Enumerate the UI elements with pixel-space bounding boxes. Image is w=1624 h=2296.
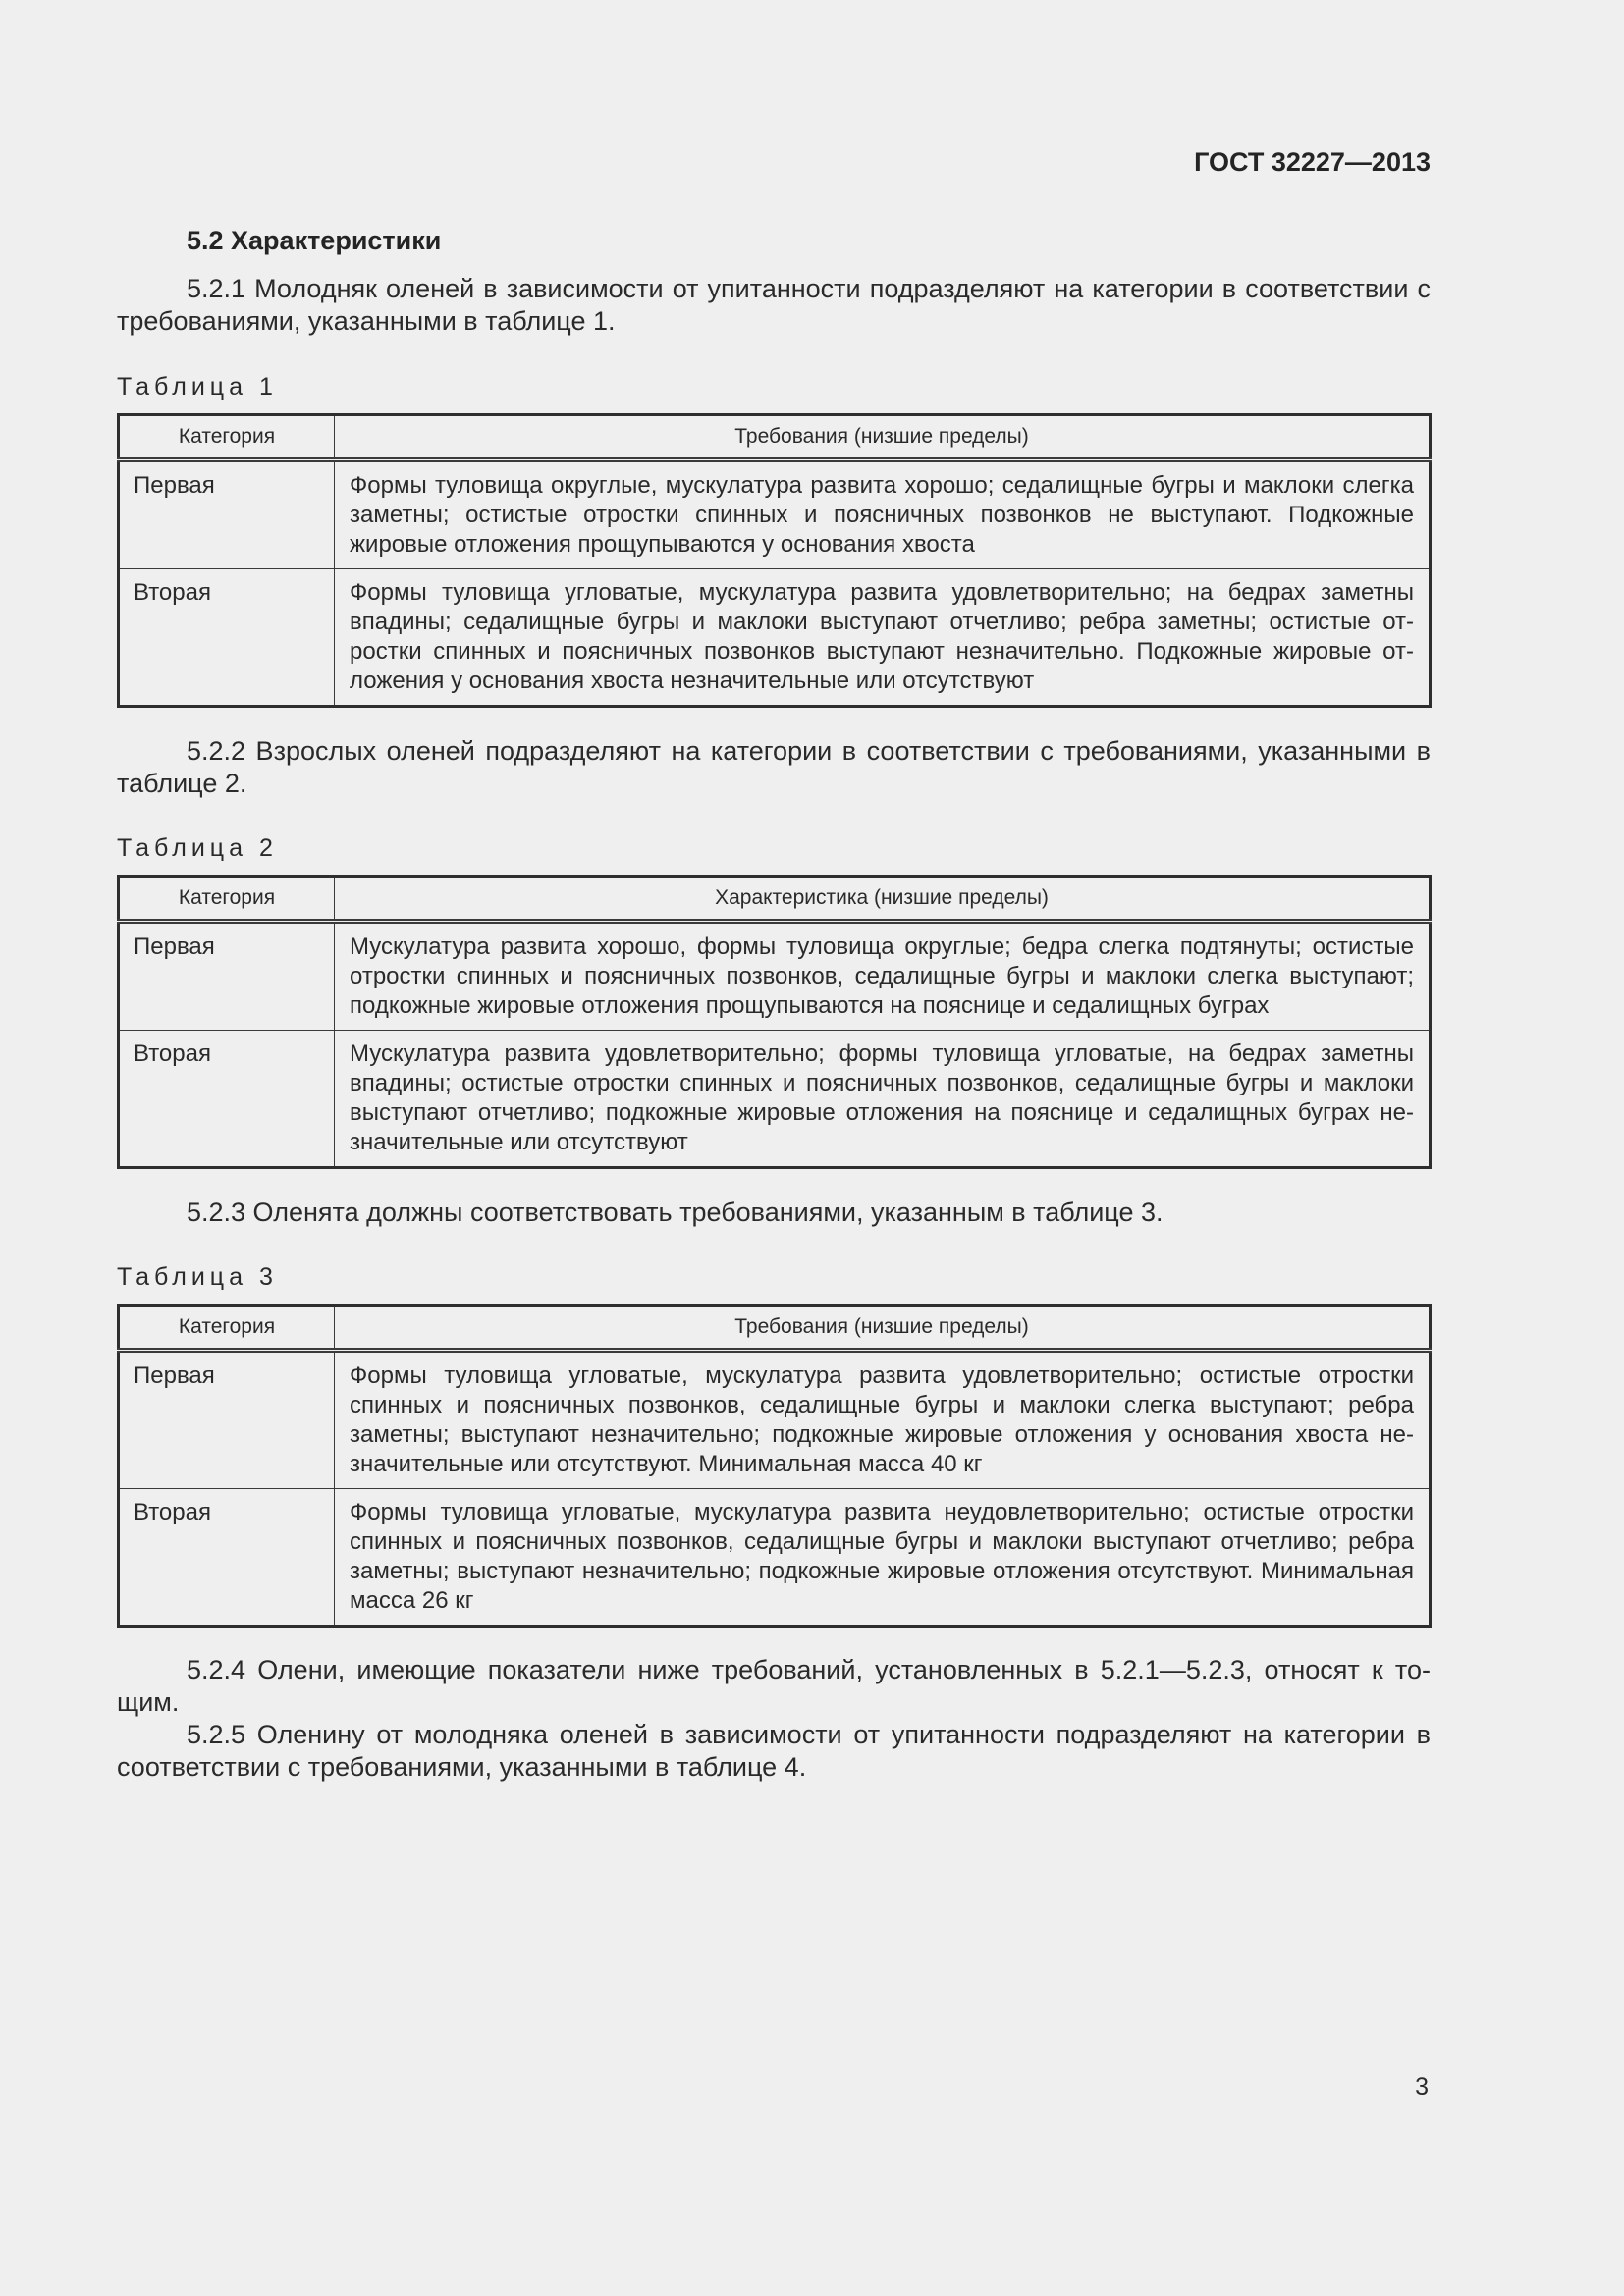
column-header-characteristics: Характеристика (низшие пределы) xyxy=(335,877,1431,922)
column-header-category: Категория xyxy=(119,877,335,922)
table-header-row xyxy=(119,415,1431,460)
table-row xyxy=(119,569,1431,707)
table-row xyxy=(119,460,1431,569)
category-cell: Вторая xyxy=(119,569,335,707)
table-row xyxy=(119,1351,1431,1489)
column-header-category: Категория xyxy=(119,415,335,460)
requirements-cell: Формы туловища угловатые, мускулатура развита удовлетворительно; остистые отростки спинных и поясничных позвонков, седалищные бугры и маклоки слегка выступают; ребра заметны; выступают незначительно; подкожные жировые отложения у основания хвоста незначительные или отсутствуют. Минимальная масса 40 кг xyxy=(335,1351,1431,1489)
category-cell: Первая xyxy=(119,922,335,1031)
standard-number: ГОСТ 32227—2013 xyxy=(1194,147,1431,177)
section-title: 5.2 Характеристики xyxy=(187,226,442,255)
requirements-cell: Формы туловища округлые, мускулатура развита хорошо; седалищные бугры и маклоки слегка заметны; остистые отростки спинных и поясничных позвонков не выступают. Подкожные жировые отложения прощупываются у основания хвоста xyxy=(335,460,1431,569)
table-3 xyxy=(117,1304,1432,1628)
category-cell: Первая xyxy=(119,460,335,569)
characteristics-cell: Мускулатура развита удовлетворительно; формы туловища угловатые, на бедрах заметны впадины; остистые отростки спинных и поясничных позвонков, седалищные бугры и маклоки выступают отчетливо; подкожные жировые отложения на пояснице и седалищных буграх незначительные или отсутствуют xyxy=(335,1031,1431,1168)
column-header-category: Категория xyxy=(119,1306,335,1351)
table-1 xyxy=(117,413,1432,708)
category-cell: Вторая xyxy=(119,1489,335,1627)
category-cell: Первая xyxy=(119,1351,335,1489)
requirements-cell: Формы туловища угловатые, мускулатура развита удовлетворительно; на бедрах заметны впадины; седалищные бугры и маклоки выступают отчетливо; ребра заметны; остистые отростки спинных и поясничных позвонков выступают незначительно. Подкожные жировые отложения у основания хвоста незначительные или отсутствуют xyxy=(335,569,1431,707)
paragraph-5-2-3: 5.2.3 Оленята должны соответствовать требованиями, указанным в таблице 3. xyxy=(187,1198,1164,1227)
paragraph-5-2-4: 5.2.4 Олени, имеющие показатели ниже требований, установленных в 5.2.1—5.2.3, относят к тощим. xyxy=(117,1655,1431,1717)
paragraph-5-2-5: 5.2.5 Оленину от молодняка оленей в зависимости от упитанности подразделяют на категории в соответствии с требованиями, указанными в таблице 4. xyxy=(117,1720,1431,1782)
table-2-caption: Таблица 2 xyxy=(117,834,278,862)
table-row xyxy=(119,1489,1431,1627)
requirements-cell: Формы туловища угловатые, мускулатура развита неудовлетворительно; остистые отростки спинных и поясничных позвонков, седалищные бугры и маклоки выступают отчетливо; ребра заметны; выступают незначительно; подкожные жировые отложения отсутствуют. Минимальная масса 26 кг xyxy=(335,1489,1431,1627)
paragraph-5-2-1: 5.2.1 Молодняк оленей в зависимости от упитанности подразделяют на категории в соответствии с требованиями, указанными в таблице 1. xyxy=(117,274,1431,336)
table-3-caption: Таблица 3 xyxy=(117,1263,278,1291)
column-header-requirements: Требования (низшие пределы) xyxy=(335,415,1431,460)
table-row xyxy=(119,1031,1431,1168)
page-number: 3 xyxy=(1415,2073,1429,2101)
column-header-requirements: Требования (низшие пределы) xyxy=(335,1306,1431,1351)
characteristics-cell: Мускулатура развита хорошо, формы туловища округлые; бедра слегка подтянуты; остистые отростки спинных и поясничных позвонков, седалищные бугры и маклоки слегка выступают; подкожные жировые отложения прощупываются на пояснице и седалищных буграх xyxy=(335,922,1431,1031)
table-row xyxy=(119,922,1431,1031)
paragraph-5-2-2: 5.2.2 Взрослых оленей подразделяют на категории в соответствии с требованиями, указанными в таблице 2. xyxy=(117,736,1431,798)
table-1-caption: Таблица 1 xyxy=(117,373,278,400)
table-header-row xyxy=(119,1306,1431,1351)
category-cell: Вторая xyxy=(119,1031,335,1168)
table-2 xyxy=(117,875,1432,1169)
table-header-row xyxy=(119,877,1431,922)
